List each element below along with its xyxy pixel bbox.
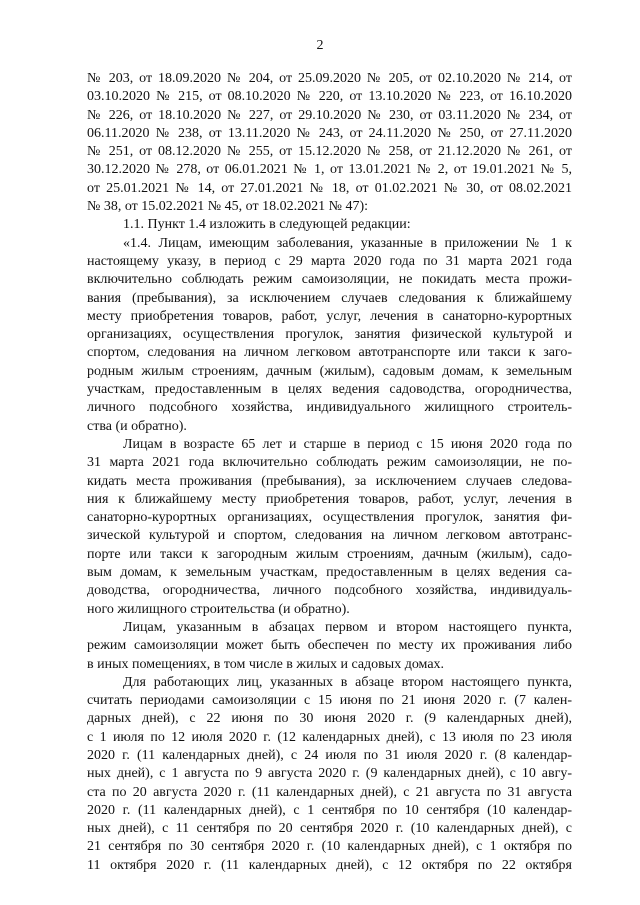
text-line: спортом, следования на личном легковом автотранспорте или такси к заго- — [87, 345, 572, 361]
text-line: включительно соблюдать режим самоизоляции, не покидать места прожи- — [87, 272, 572, 288]
text-line: зической культурой и спортом, следования на личном легковом автотранс- — [87, 528, 572, 544]
text-line: 03.10.2020 № 215, от 08.10.2020 № 220, от 13.10.2020 № 223, от 16.10.2020 — [87, 89, 572, 105]
text-line: 06.11.2020 № 238, от 13.11.2020 № 243, от 24.11.2020 № 250, от 27.11.2020 — [87, 125, 572, 141]
text-line: ных дней), с 1 августа по 9 августа 2020 г. (9 календарных дней), с 10 авгу- — [87, 766, 572, 782]
text-line: № 226, от 18.10.2020 № 227, от 29.10.2020 № 230, от 03.11.2020 № 234, от — [87, 107, 572, 123]
paragraph-working-persons — [87, 674, 572, 875]
text-line: настоящему указу, в период с 29 марта 2020 года по 31 марта 2021 года — [87, 253, 572, 269]
text-line: «1.4. Лицам, имеющим заболевания, указанные в приложении № 1 к — [123, 235, 572, 251]
text-line: ных дней), с 11 сентября по 20 сентября 2020 г. (10 календарных дней), с — [87, 821, 572, 837]
text-line: 2020 г. (11 календарных дней), с 1 сентября по 10 сентября (10 календар- — [87, 802, 572, 818]
text-line: вания (пребывания), за исключением случаев следования к ближайшему — [87, 290, 572, 306]
paragraph-decree-list — [87, 70, 572, 216]
text-line: 11 октября 2020 г. (11 календарных дней), с 12 октября по 22 октября — [87, 857, 572, 873]
text-line: 30.12.2020 № 278, от 06.01.2021 № 1, от 13.01.2021 № 2, от 19.01.2021 № 5, — [87, 162, 572, 178]
text-line: ста по 20 августа 2020 г. (11 календарных дней), с 21 августа по 31 августа — [87, 784, 572, 800]
text-line: организациях, осуществления прогулок, занятия физической культурой и — [87, 327, 572, 343]
text-line: 31 марта 2021 года включительно соблюдать режим самоизоляции, не по- — [87, 455, 572, 471]
text-line: участкам, предоставленным в целях ведения садоводства, огородничества, — [87, 382, 572, 398]
text-line: порте или такси к загородным жилым строениям, дачным (жилым), садо- — [87, 546, 572, 562]
paragraph-item-1-4 — [87, 235, 572, 436]
text-line: ного жилищного строительства (и обратно). — [87, 601, 350, 617]
text-line: ства (и обратно). — [87, 418, 187, 434]
paragraph-age-65 — [87, 436, 572, 619]
paragraph-self-isolation-place — [87, 619, 572, 674]
text-line: считать периодами самоизоляции с 15 июня по 21 июня 2020 г. (7 кален- — [87, 693, 572, 709]
text-line: с 1 июля по 12 июля 2020 г. (12 календарных дней), с 13 июля по 23 июля — [87, 729, 572, 745]
text-line: в иных помещениях, в том числе в жилых и садовых домах. — [87, 656, 445, 672]
text-line: месту приобретения товаров, работ, услуг, лечения в санаторно-курортных — [87, 308, 572, 324]
text-line: Лицам, указанным в абзацах первом и втором настоящего пункта, — [123, 619, 572, 635]
text-line: ния к ближайшему месту приобретения товаров, работ, услуг, лечения в — [87, 491, 572, 507]
text-line: 2020 г. (11 календарных дней), с 24 июля по 31 июля 2020 г. (8 календар- — [87, 747, 572, 763]
text-line: родным жилым строениям, дачным (жилым), садовым домам, к земельным — [87, 363, 572, 379]
text-line: Для работающих лиц, указанных в абзаце втором настоящего пункта, — [123, 674, 572, 690]
text-line: от 25.01.2021 № 14, от 27.01.2021 № 18, от 01.02.2021 № 30, от 08.02.2021 — [87, 180, 572, 196]
text-line: режим самоизоляции может быть обеспечен по месту их проживания либо — [87, 638, 572, 654]
text-line: вым домам, к земельным участкам, предоставленным в целях ведения са- — [87, 565, 572, 581]
paragraph-item-1-1 — [87, 216, 572, 234]
text-line: № 203, от 18.09.2020 № 204, от 25.09.2020 № 205, от 02.10.2020 № 214, от — [87, 71, 572, 86]
text-line: № 38, от 15.02.2021 № 45, от 18.02.2021 № 47): — [87, 199, 368, 215]
text-line: личного подсобного хозяйства, индивидуального жилищного строитель- — [87, 400, 572, 416]
document-body — [87, 70, 572, 875]
text-line: Лицам в возрасте 65 лет и старше в период с 15 июня 2020 года по — [123, 436, 572, 452]
text-line: дарных дней), с 22 июня по 30 июня 2020 г. (9 календарных дней), — [87, 711, 572, 727]
text-line: доводства, огородничества, личного подсобного хозяйства, индивидуаль- — [87, 583, 572, 599]
text-line: 1.1. Пункт 1.4 изложить в следующей редакции: — [123, 217, 411, 233]
text-line: санаторно-курортных организациях, осуществления прогулок, занятия фи- — [87, 510, 572, 526]
text-line: № 251, от 08.12.2020 № 255, от 15.12.2020 № 258, от 21.12.2020 № 261, от — [87, 144, 572, 160]
text-line: 21 сентября по 30 сентября 2020 г. (10 календарных дней), с 1 октября по — [87, 839, 572, 855]
text-line: кидать места проживания (пребывания), за исключением случаев следова- — [87, 473, 572, 489]
page-number: 2 — [316, 38, 324, 53]
